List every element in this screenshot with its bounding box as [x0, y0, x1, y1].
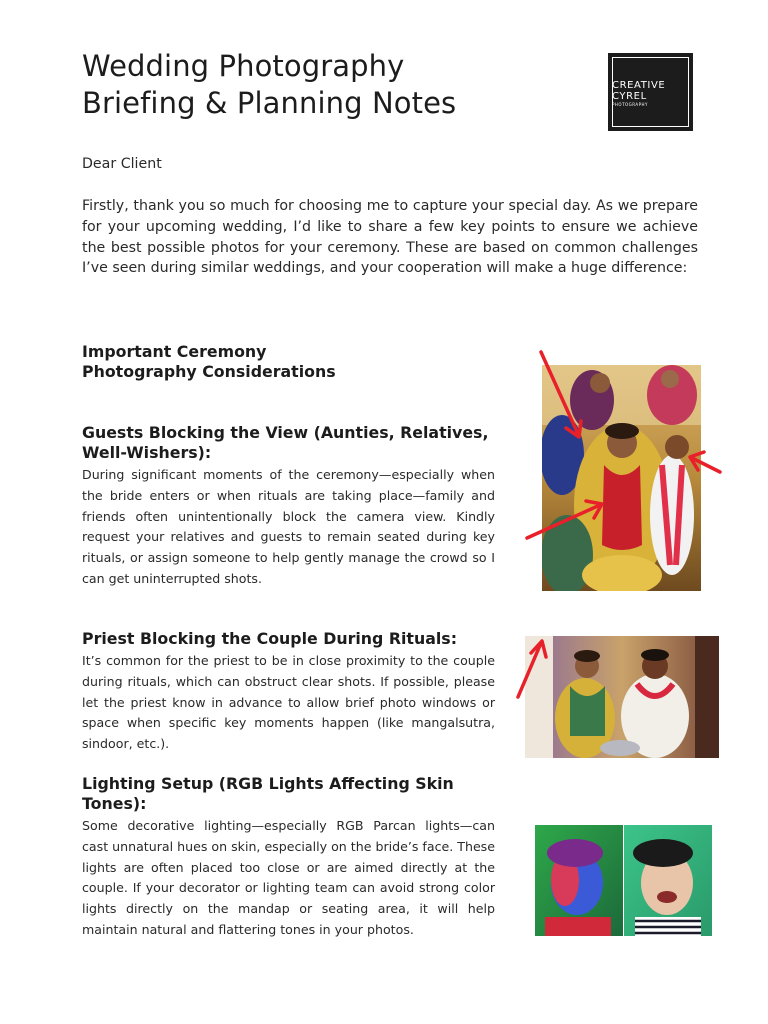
priest-blocking-photo-art [525, 636, 719, 758]
section-heading [82, 342, 502, 382]
section-heading-line-2: Photography Considerations [82, 362, 336, 381]
lighting-setup-body: Some decorative lighting—especially RGB Parcan lights—can cast unnatural hues on skin, especially on the bride’s face. These lights are often placed too close or are aimed directly at the couple. If your decorator or lighting team can avoid strong color lights directly on the mandap or seating area, it will help maintain natural and flattering tones in your photos. [82, 818, 495, 937]
section-heading-line-1: Important Ceremony [82, 342, 267, 361]
logo-wordmark [612, 80, 665, 108]
page-title [82, 48, 582, 122]
priest-blocking-body: It’s common for the priest to be in close proximity to the couple during rituals, which can obstruct clear shots. If possible, please let the priest know in advance to allow brief photo windows or space when specific key moments happen (like mangalsutra, sindoor, etc.). [82, 653, 495, 752]
salutation: Dear Client [82, 156, 162, 172]
title-line-1: Wedding Photography [82, 49, 405, 83]
brand-logo [608, 53, 693, 131]
title-line-2: Briefing & Planning Notes [82, 86, 457, 120]
intro-paragraph: Firstly, thank you so much for choosing me to capture your special day. As we prepare for your upcoming wedding, I’d like to share a few key points to ensure we achieve the best possible photos for your ceremony. These are based on common challenges I’ve seen during similar weddings, and your cooperation will make a huge difference: [82, 198, 698, 277]
logo-line-1: CREATIVE [612, 80, 666, 91]
logo-line-2: CYREL [612, 91, 647, 102]
guests-blocking-heading: Guests Blocking the View (Aunties, Relatives, Well-Wishers): [82, 423, 489, 462]
guests-blocking-body: During significant moments of the ceremony—especially when the bride enters or when rituals are taking place—family and friends often unintentionally block the camera view. Kindly request your relatives and guests to remain seated during key rituals, or assign someone to help gently manage the crowd so I can get uninterrupted shots. [82, 467, 495, 586]
lighting-comparison-photo [535, 825, 712, 936]
priest-blocking-photo [525, 636, 719, 758]
guests-blocking-photo-art [542, 365, 701, 591]
lighting-comparison-photo-art [535, 825, 712, 936]
lighting-setup-heading: Lighting Setup (RGB Lights Affecting Skin Tones): [82, 774, 454, 813]
priest-blocking-heading: Priest Blocking the Couple During Rituals: [82, 629, 458, 648]
guests-blocking-photo [542, 365, 701, 591]
logo-line-3: PHOTOGRAPHY [612, 102, 648, 107]
